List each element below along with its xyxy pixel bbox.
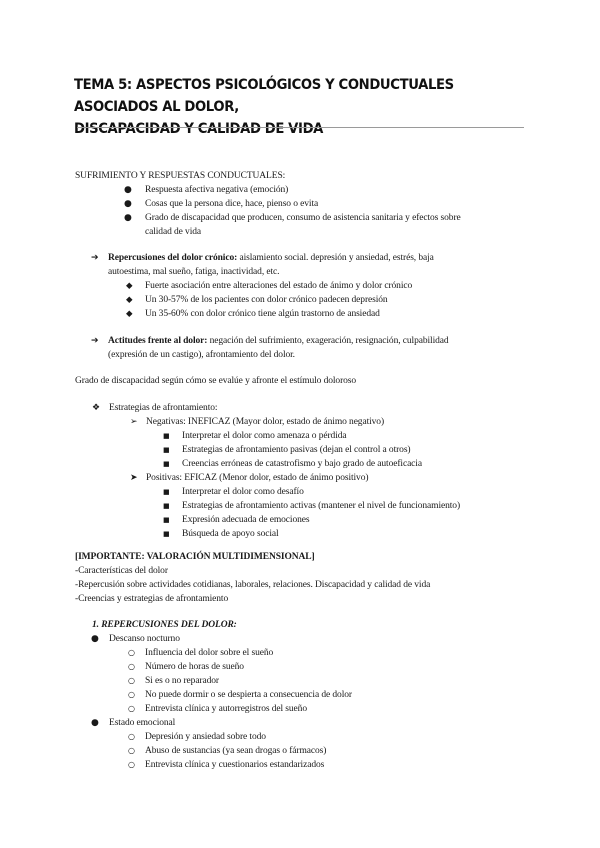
list-item: Número de horas de sueño [145, 662, 244, 672]
circle-icon: ○ [128, 760, 135, 769]
fourdiamond-icon: ❖ [92, 403, 101, 413]
list-item: Influencia del dolor sobre el sueño [145, 648, 274, 658]
importante-heading: [IMPORTANTE: VALORACIÓN MULTIDIMENSIONAL] [75, 552, 315, 562]
title-line-2: DISCAPACIDAD Y CALIDAD DE VIDA [74, 121, 323, 137]
list-item: Cosas que la persona dice, hace, pienso o evita [145, 199, 319, 209]
diamond-icon: ◆ [126, 309, 133, 319]
importante-line: -Características del dolor [75, 566, 168, 576]
list-item: Depresión y ansiedad sobre todo [145, 732, 266, 742]
paragraph-repercusiones [108, 252, 434, 264]
bold-lead: Repercusiones del dolor crónico: [108, 253, 238, 263]
circle-icon: ○ [128, 676, 135, 685]
list-item: Si es o no reparador [145, 676, 219, 686]
negativas-label: Negativas: INEFICAZ (Mayor dolor, estado de ánimo negativo) [146, 417, 385, 427]
list-item: Interpretar el dolor como desafío [182, 487, 304, 497]
bold-lead: Actitudes frente al dolor: [108, 336, 208, 346]
diamond-icon: ◆ [126, 295, 133, 305]
emocional-label: Estado emocional [109, 718, 176, 728]
title-line-1: TEMA 5: ASPECTOS PSICOLÓGICOS Y CONDUCTUALES ASOCIADOS AL DOLOR, [74, 77, 454, 115]
arrowhead-solid-icon: ➤ [130, 473, 138, 483]
square-icon: ■ [163, 460, 170, 468]
paragraph-actitudes [108, 335, 449, 347]
diamond-icon: ◆ [126, 281, 133, 291]
list-item: Expresión adecuada de emociones [182, 515, 310, 525]
list-item: Búsqueda de apoyo social [182, 529, 279, 539]
importante-line: -Repercusión sobre actividades cotidianas, laborales, relaciones. Discapacidad y calidad de vida [75, 580, 431, 590]
list-item: Interpretar el dolor como amenaza o pérdida [182, 431, 347, 441]
circle-icon: ○ [128, 662, 135, 671]
square-icon: ■ [163, 530, 170, 538]
list-item: Abuso de sustancias (ya sean drogas o fármacos) [145, 746, 327, 756]
descanso-label: Descanso nocturno [109, 634, 180, 644]
list-item: Grado de discapacidad que producen, consumo de asistencia sanitaria y efectos sobre [145, 213, 461, 223]
paragraph-continuation: (expresión de un castigo), afrontamiento del dolor. [108, 350, 295, 360]
circle-icon: ○ [128, 690, 135, 699]
arrow-icon: ➔ [91, 336, 99, 346]
bullet-icon: ● [91, 718, 99, 728]
circle-icon: ○ [128, 732, 135, 741]
paragraph-continuation: autoestima, mal sueño, fatiga, inactividad, etc. [108, 267, 280, 277]
section-heading-sufrimiento: SUFRIMIENTO Y RESPUESTAS CONDUCTUALES: [75, 171, 286, 181]
paragraph-text: aislamiento social. depresión y ansiedad, estrés, baja [237, 253, 434, 263]
bullet-icon: ● [124, 185, 132, 195]
square-icon: ■ [163, 432, 170, 440]
positivas-label: Positivas: EFICAZ (Menor dolor, estado de ánimo positivo) [146, 473, 369, 483]
repercusiones-heading: 1. REPERCUSIONES DEL DOLOR: [92, 620, 237, 630]
importante-line: -Creencias y estrategias de afrontamiento [75, 594, 229, 604]
list-item: Estrategias de afrontamiento activas (mantener el nivel de funcionamiento) [182, 501, 461, 511]
square-icon: ■ [163, 488, 170, 496]
list-item: Entrevista clínica y autorregistros del sueño [145, 704, 307, 714]
circle-icon: ○ [128, 704, 135, 713]
square-icon: ■ [163, 446, 170, 454]
page-title [74, 74, 511, 140]
paragraph-grado: Grado de discapacidad según cómo se evalúe y afronte el estímulo doloroso [75, 376, 357, 386]
circle-icon: ○ [128, 746, 135, 755]
bullet-icon: ● [124, 199, 132, 209]
bullet-icon: ● [91, 634, 99, 644]
paragraph-text: negación del sufrimiento, exageración, resignación, culpabilidad [207, 336, 449, 346]
list-item: Un 30-57% de los pacientes con dolor crónico padecen depresión [145, 295, 388, 305]
list-item: Creencias erróneas de catastrofismo y bajo grado de autoeficacia [182, 459, 422, 469]
title-divider [77, 127, 524, 128]
list-item: Estrategias de afrontamiento pasivas (dejan el control a otros) [182, 445, 411, 455]
list-item: Respuesta afectiva negativa (emoción) [145, 185, 289, 195]
list-item: Fuerte asociación entre alteraciones del estado de ánimo y dolor crónico [145, 281, 413, 291]
circle-icon: ○ [128, 648, 135, 657]
list-item: Entrevista clínica y cuestionarios estandarizados [145, 760, 325, 770]
square-icon: ■ [163, 516, 170, 524]
arrowhead-outline-icon: ➢ [130, 417, 138, 427]
bullet-icon: ● [124, 213, 132, 223]
estrategias-heading: Estrategias de afrontamiento: [109, 403, 218, 413]
list-item: No puede dormir o se despierta a consecuencia de dolor [145, 690, 352, 700]
list-item-continuation: calidad de vida [145, 227, 202, 237]
arrow-icon: ➔ [91, 253, 99, 263]
square-icon: ■ [163, 502, 170, 510]
list-item: Un 35-60% con dolor crónico tiene algún trastorno de ansiedad [145, 309, 380, 319]
